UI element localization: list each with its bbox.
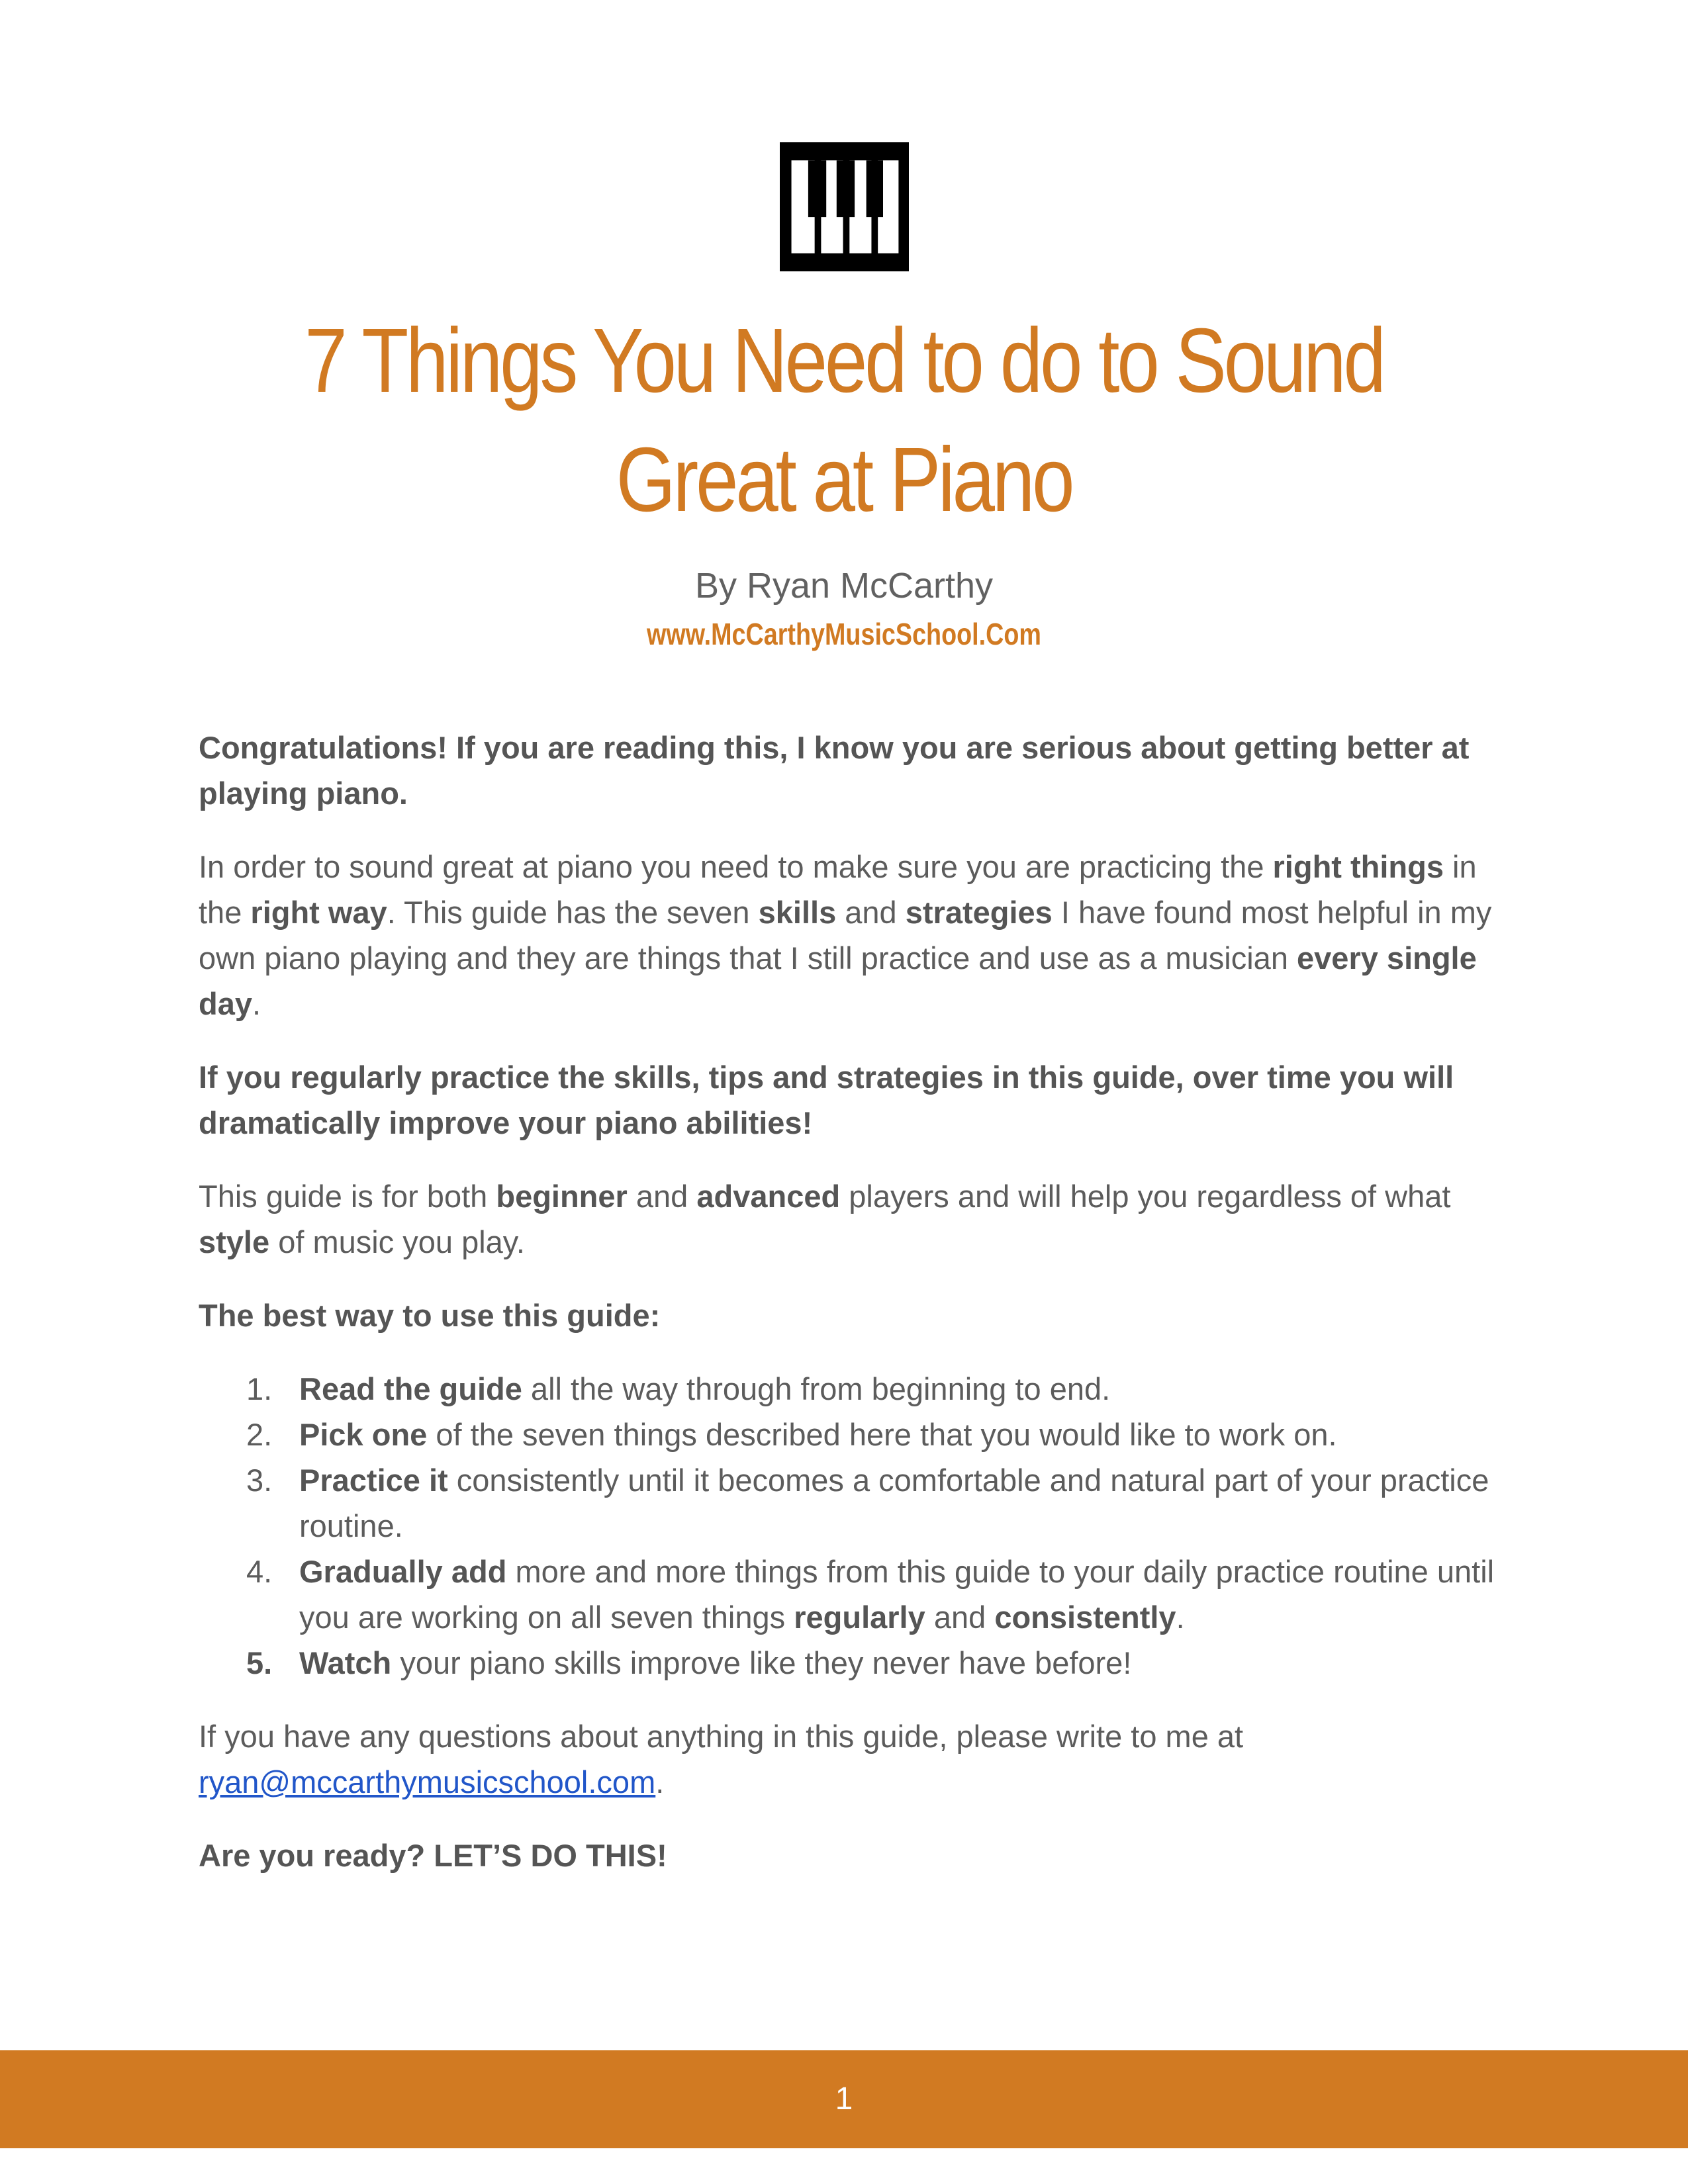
bold-run: consistently (994, 1600, 1176, 1635)
list-item (199, 1640, 1496, 1686)
text-run: . (655, 1764, 665, 1799)
list-item (199, 1549, 1496, 1640)
bold-run: Watch (299, 1645, 392, 1680)
steps-heading (199, 1293, 1496, 1338)
bold-run: Practice it (299, 1463, 448, 1498)
text-run: . (252, 986, 261, 1021)
bold-run: skills (758, 895, 837, 930)
steps-heading-text: The best way to use this guide: (199, 1298, 661, 1333)
contact-paragraph (199, 1713, 1496, 1805)
bold-run: Pick one (299, 1417, 428, 1452)
steps-list (199, 1366, 1496, 1686)
list-item (199, 1366, 1496, 1412)
bold-run: style (199, 1224, 270, 1259)
list-number: 2. (246, 1417, 273, 1452)
author-byline: By Ryan McCarthy (694, 566, 994, 606)
text-run: of the seven things described here that you would like to work on. (427, 1417, 1337, 1452)
list-number: 4. (246, 1554, 273, 1589)
list-item (199, 1412, 1496, 1457)
text-run: If you have any questions about anything in this guide, please write to me at (199, 1719, 1244, 1754)
document-body (199, 725, 1496, 1906)
closing-text: Are you ready? LET’S DO THIS! (199, 1838, 667, 1873)
list-number: 1. (246, 1371, 273, 1406)
text-run: in the (199, 849, 1477, 930)
bold-run: every single day (199, 940, 1477, 1021)
text-run: of music you play. (269, 1224, 525, 1259)
audience-paragraph (199, 1173, 1496, 1265)
email-link[interactable]: ryan@mccarthymusicschool.com (199, 1764, 656, 1799)
text-run: and (925, 1600, 995, 1635)
bold-run: advanced (696, 1179, 841, 1214)
improve-bold-text: If you regularly practice the skills, tips and strategies in this guide, over time you will dramatically improve your piano abilities! (199, 1060, 1454, 1140)
text-run: consistently until it becomes a comfortable and natural part of your practice routine. (299, 1463, 1489, 1543)
intro-paragraph (199, 725, 1496, 816)
piano-keys-icon (780, 142, 909, 271)
bold-run: right way (250, 895, 387, 930)
title-line-2: Great at Piano (616, 429, 1072, 531)
piano-keys-logo (780, 142, 909, 271)
text-run: I have found most helpful in my own piano playing and they are things that I still practice and use as a musician (199, 895, 1492, 976)
bold-run: strategies (905, 895, 1053, 930)
text-run: more and more things from this guide to your daily practice routine until you are working on all seven things (299, 1554, 1495, 1635)
bold-run: beginner (496, 1179, 628, 1214)
text-run: all the way through from beginning to end. (522, 1371, 1111, 1406)
improve-paragraph (199, 1054, 1496, 1146)
bold-run: regularly (794, 1600, 925, 1635)
list-number: 5. (246, 1645, 273, 1680)
bold-run: Gradually add (299, 1554, 507, 1589)
text-run: In order to sound great at piano you need to make sure you are practicing the (199, 849, 1273, 884)
practice-paragraph (199, 844, 1496, 1026)
text-run: . (1176, 1600, 1185, 1635)
text-run: and (836, 895, 906, 930)
text-run: . This guide has the seven (387, 895, 759, 930)
page-number: 1 (835, 2081, 853, 2116)
text-run: your piano skills improve like they never have before! (391, 1645, 1132, 1680)
text-run: and (627, 1179, 697, 1214)
intro-bold-text: Congratulations! If you are reading this, I know you are serious about getting better at playing piano. (199, 730, 1470, 811)
bold-run: Read the guide (299, 1371, 522, 1406)
closing-line (199, 1833, 1496, 1878)
list-number: 3. (246, 1463, 273, 1498)
bold-run: right things (1272, 849, 1444, 884)
website-link[interactable]: www.McCarthyMusicSchool.Com (647, 617, 1041, 651)
list-item (199, 1457, 1496, 1549)
text-run: players and will help you regardless of what (840, 1179, 1451, 1214)
text-run: This guide is for both (199, 1179, 496, 1214)
title-line-1: 7 Things You Need to do to Sound (305, 310, 1383, 412)
document-title (135, 301, 1553, 539)
